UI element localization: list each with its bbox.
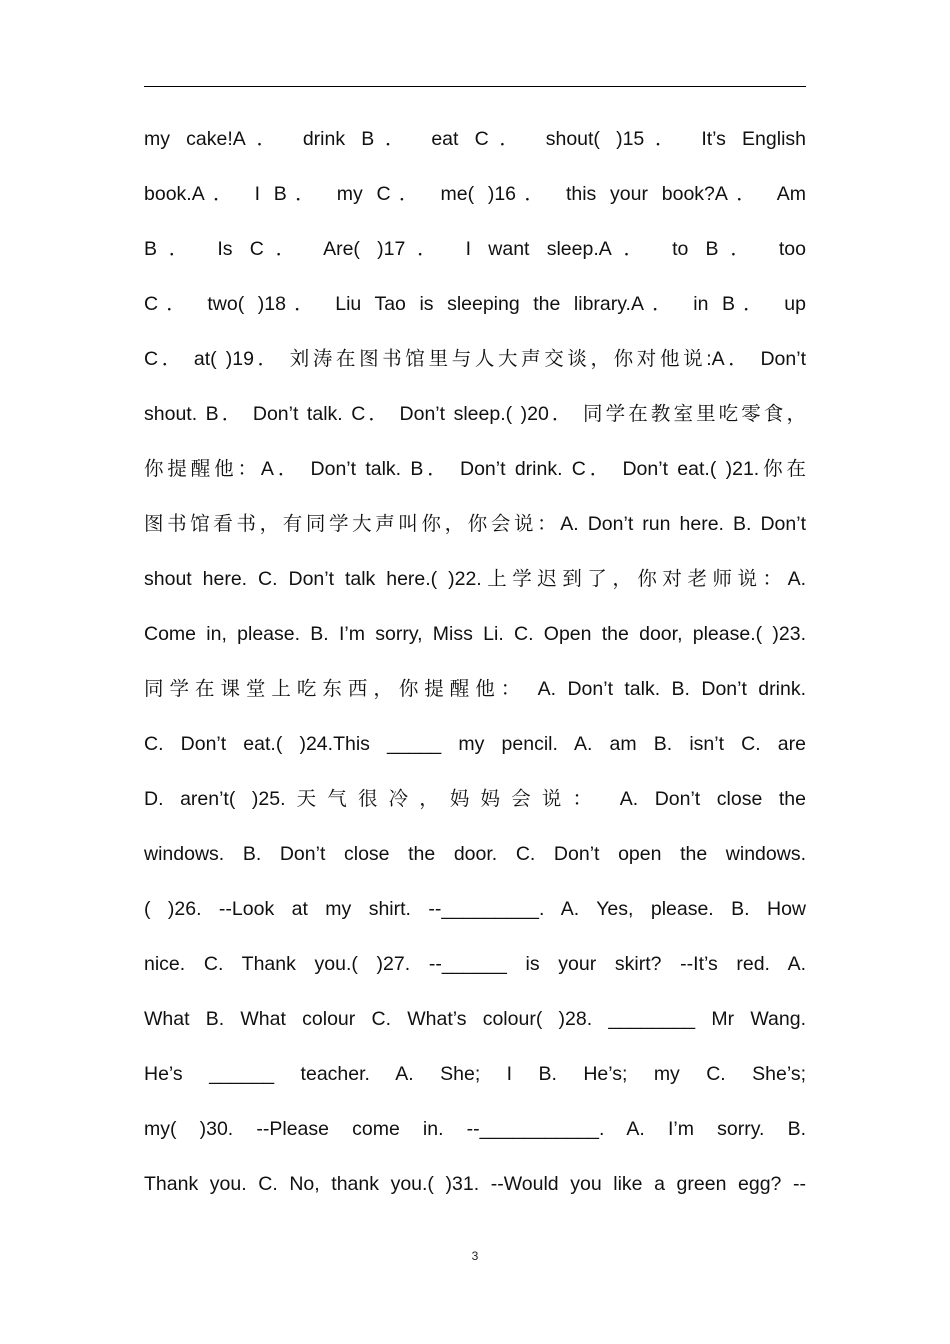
text-line: my( )30. --Please come in. --___________. A. I’m sorry. B. xyxy=(144,1118,806,1140)
text-line: shout. B． Don’t talk. C． Don’t sleep.( )20． 同学在教室里吃零食， xyxy=(144,403,806,425)
page-number: 3 xyxy=(471,1249,479,1263)
text-line: 你提醒他：A． Don’t talk. B． Don’t drink. C． Don’t eat.( )21.你在 xyxy=(144,458,806,480)
text-line: ( )26. --Look at my shirt. --_________. A. Yes, please. B. How xyxy=(144,898,806,920)
text-line: windows. B. Don’t close the door. C. Don’t open the windows. xyxy=(144,843,806,865)
text-line: 图书馆看书，有同学大声叫你，你会说：A. Don’t run here. B. Don’t xyxy=(144,513,806,535)
header-rule xyxy=(144,86,806,87)
text-line: What B. What colour C. What’s colour( )28. ________ Mr Wang. xyxy=(144,1008,806,1030)
text-line: C. Don’t eat.( )24.This _____ my pencil. A. am B. isn’t C. are xyxy=(144,733,806,755)
text-line: C． two( )18． Liu Tao is sleeping the library.A． in B． up xyxy=(144,293,806,315)
text-line: Come in, please. B. I’m sorry, Miss Li. C. Open the door, please.( )23. xyxy=(144,623,806,645)
text-line: my cake!A． drink B． eat C． shout( )15． It’s English xyxy=(144,128,806,150)
text-line: shout here. C. Don’t talk here.( )22.上学迟到了，你对老师说：A. xyxy=(144,568,806,590)
text-line: D. aren’t( )25.天气很冷，妈妈会说： A. Don’t close the xyxy=(144,788,806,810)
text-line: Thank you. C. No, thank you.( )31. --Would you like a green egg? -- xyxy=(144,1173,806,1195)
document-body xyxy=(144,112,806,1212)
text-line: C． at( )19． 刘涛在图书馆里与人大声交谈，你对他说:A． Don’t xyxy=(144,348,806,370)
text-line: B． Is C． Are( )17． I want sleep.A． to B． too xyxy=(144,238,806,260)
text-line: book.A． I B． my C． me( )16． this your book?A． Am xyxy=(144,183,806,205)
text-line: He’s ______ teacher. A. She; I B. He’s; my C. She’s; xyxy=(144,1063,806,1085)
text-line: 同学在课堂上吃东西，你提醒他： A. Don’t talk. B. Don’t drink. xyxy=(144,678,806,700)
text-line: nice. C. Thank you.( )27. --______ is your skirt? --It’s red. A. xyxy=(144,953,806,975)
